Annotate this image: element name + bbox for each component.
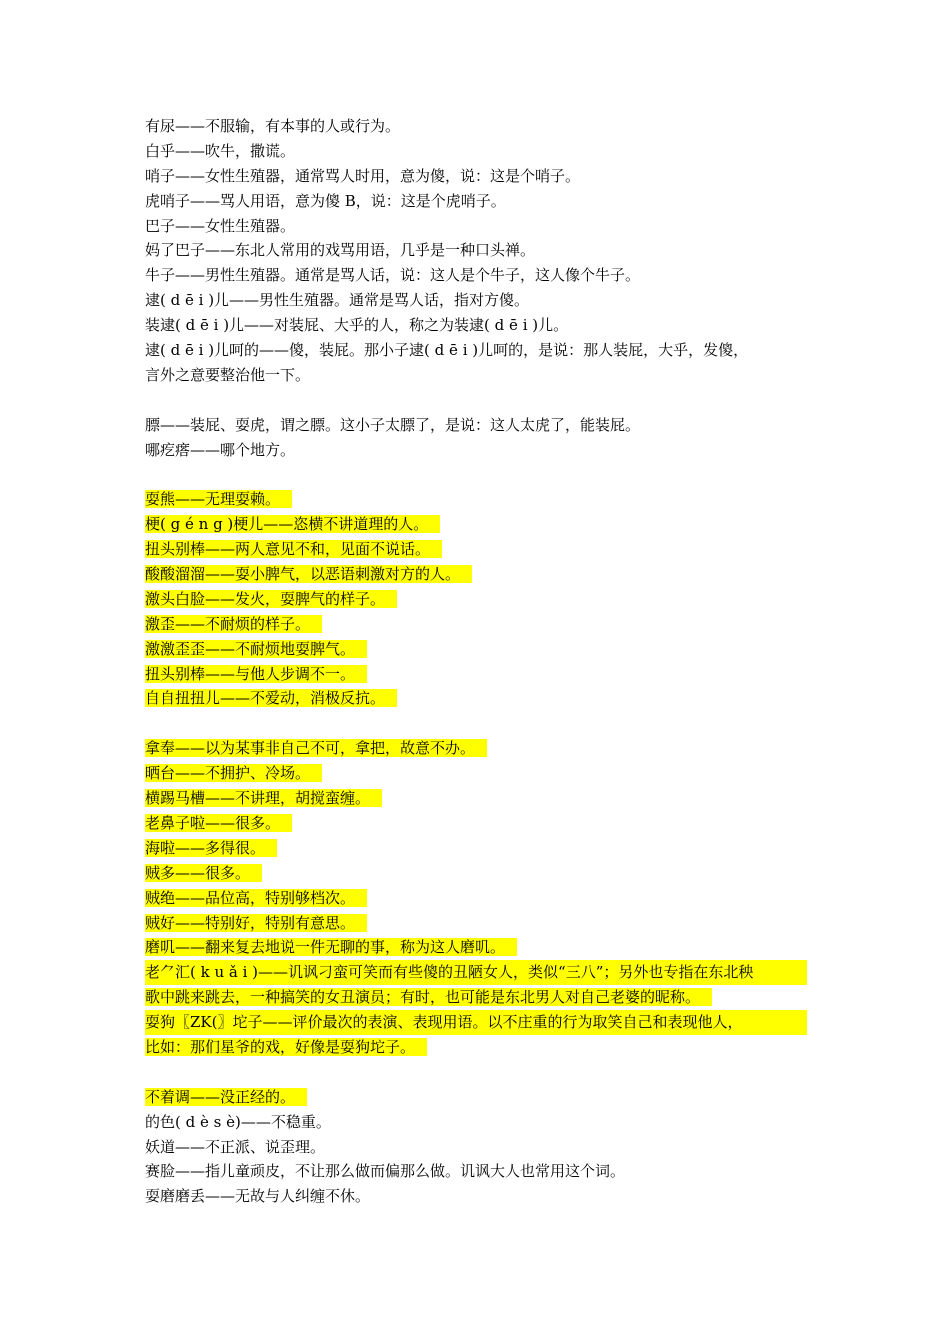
highlighted-text: 横踢马槽——不讲理，胡搅蛮缠。 <box>145 789 382 807</box>
highlighted-text: 激激歪歪——不耐烦地耍脾气。 <box>145 640 367 658</box>
glossary-line <box>145 985 815 1010</box>
line-text: 哨子——女性生殖器，通常骂人时用，意为傻，说：这是个哨子。 <box>145 166 581 185</box>
highlighted-text: 老⺈汇( k u ǎ i )——讥讽刁蛮可笑而有些傻的丑陋女人，类似“三八”；另外也专指在东北秧 <box>145 960 807 985</box>
line-text: 妈了巴子——东北人常用的戏骂用语，几乎是一种口头禅。 <box>145 241 536 260</box>
glossary-line <box>145 1085 815 1110</box>
highlighted-text: 老鼻子啦——很多。 <box>145 814 292 832</box>
highlighted-text: 拿奉——以为某事非自己不可，拿把，故意不办。 <box>145 739 487 757</box>
line-text: 牛子——男性生殖器。通常是骂人话，说：这人是个牛子，这人像个牛子。 <box>145 266 641 285</box>
glossary-line <box>145 686 815 711</box>
line-text: 巴子——女性生殖器。 <box>145 216 296 235</box>
glossary-line <box>145 1135 815 1160</box>
glossary-line <box>145 761 815 786</box>
glossary-line <box>145 114 815 139</box>
glossary-line <box>145 811 815 836</box>
glossary-line <box>145 214 815 239</box>
glossary-line <box>145 512 815 537</box>
glossary-line <box>145 338 815 363</box>
paragraph-gap <box>145 388 815 413</box>
line-text: 逮( d ē i )儿呵的——傻，装屁。那小子逮( d ē i )儿呵的，是说：那人装屁，大乎，发傻， <box>145 341 749 360</box>
highlighted-text: 不着调——没正经的。 <box>145 1088 307 1106</box>
paragraph-gap <box>145 462 815 487</box>
highlighted-text: 比如：那们星爷的戏，好像是耍狗坨子。 <box>145 1038 427 1056</box>
glossary-line <box>145 637 815 662</box>
glossary-line <box>145 861 815 886</box>
glossary-line <box>145 612 815 637</box>
highlighted-text: 激头白脸——发火，耍脾气的样子。 <box>145 590 397 608</box>
glossary-line <box>145 911 815 936</box>
glossary-line <box>145 935 815 960</box>
highlighted-text: 梗( g é n g )梗儿——恣横不讲道理的人。 <box>145 515 440 533</box>
glossary-line <box>145 662 815 687</box>
glossary-line <box>145 562 815 587</box>
document-page <box>145 114 815 1209</box>
line-text: 耍磨磨丢——无故与人纠缠不休。 <box>145 1187 371 1206</box>
glossary-line <box>145 736 815 761</box>
glossary-line <box>145 164 815 189</box>
highlighted-text: 磨叽——翻来复去地说一件无聊的事，称为这人磨叽。 <box>145 938 517 956</box>
glossary-line <box>145 438 815 463</box>
glossary-line <box>145 886 815 911</box>
highlighted-text: 海啦——多得很。 <box>145 839 277 857</box>
glossary-line <box>145 189 815 214</box>
highlighted-text: 酸酸溜溜——耍小脾气，以恶语刺激对方的人。 <box>145 565 472 583</box>
glossary-line <box>145 363 815 388</box>
highlighted-text: 贼绝——品位高，特别够档次。 <box>145 889 367 907</box>
glossary-line <box>145 587 815 612</box>
glossary-line <box>145 960 815 985</box>
highlighted-text: 扭头别棒——与他人步调不一。 <box>145 665 367 683</box>
highlighted-text: 激歪——不耐烦的样子。 <box>145 615 322 633</box>
highlighted-text: 自自扭扭儿——不爱动，消极反抗。 <box>145 689 397 707</box>
glossary-line <box>145 1035 815 1060</box>
highlighted-text: 贼多——很多。 <box>145 864 262 882</box>
line-text: 虎哨子——骂人用语，意为傻 B，说：这是个虎哨子。 <box>145 191 506 210</box>
glossary-line <box>145 1110 815 1135</box>
line-text: 有尿——不服输，有本事的人或行为。 <box>145 117 401 135</box>
line-text: 哪疙瘩——哪个地方。 <box>145 440 296 459</box>
highlighted-text: 晒台——不拥护、冷场。 <box>145 764 322 782</box>
glossary-line <box>145 836 815 861</box>
line-text: 妖道——不正派、说歪理。 <box>145 1137 326 1156</box>
highlighted-text: 歌中跳来跳去，一种搞笑的女丑演员；有时，也可能是东北男人对自己老婆的昵称。 <box>145 988 712 1006</box>
paragraph-gap <box>145 711 815 736</box>
glossary-line <box>145 1184 815 1209</box>
glossary-line <box>145 1159 815 1184</box>
line-text: 逮( d ē i )儿——男性生殖器。通常是骂人话，指对方傻。 <box>145 291 530 310</box>
highlighted-text: 贼好——特别好，特别有意思。 <box>145 914 367 932</box>
glossary-line <box>145 139 815 164</box>
line-text: 的色( d è s è)——不稳重。 <box>145 1112 331 1131</box>
line-text: 装逮( d ē i )儿——对装屁、大乎的人，称之为装逮( d ē i )儿。 <box>145 316 569 335</box>
glossary-line <box>145 313 815 338</box>
line-text: 膘——装屁、耍虎，谓之膘。这小子太膘了，是说：这人太虎了，能装屁。 <box>145 415 641 434</box>
glossary-line <box>145 537 815 562</box>
highlighted-text: 耍熊——无理耍赖。 <box>145 490 292 508</box>
glossary-line <box>145 238 815 263</box>
highlighted-text: 扭头别棒——两人意见不和，见面不说话。 <box>145 540 442 558</box>
glossary-line <box>145 1010 815 1035</box>
glossary-line <box>145 413 815 438</box>
highlighted-text: 耍狗〖ZK(〗坨子——评价最次的表演、表现用语。以不庄重的行为取笑自己和表现他人， <box>145 1010 807 1035</box>
glossary-line <box>145 288 815 313</box>
paragraph-gap <box>145 1060 815 1085</box>
glossary-line <box>145 487 815 512</box>
glossary-line <box>145 263 815 288</box>
line-text: 言外之意要整治他一下。 <box>145 365 311 384</box>
line-text: 白乎——吹牛，撒谎。 <box>145 141 296 160</box>
glossary-line <box>145 786 815 811</box>
line-text: 赛脸——指儿童顽皮，不让那么做而偏那么做。讥讽大人也常用这个词。 <box>145 1162 626 1181</box>
